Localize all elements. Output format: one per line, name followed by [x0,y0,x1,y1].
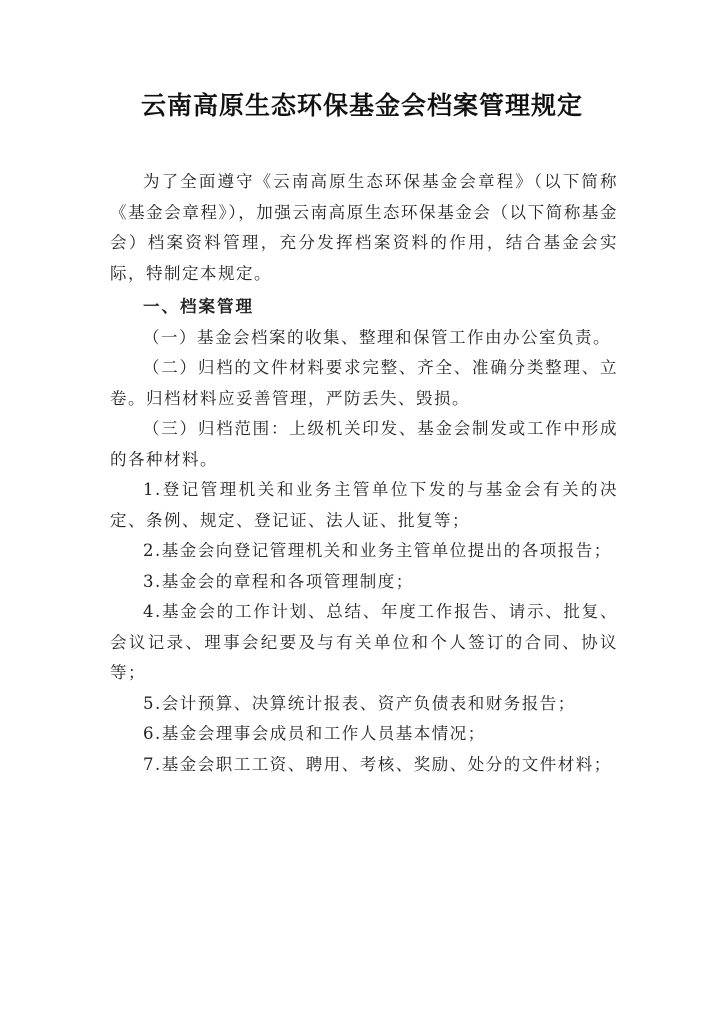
section-heading: 一、档案管理 [143,297,254,316]
clause-1: （一）基金会档案的收集、整理和保管工作由办公室负责。 [143,327,611,347]
document-body [110,167,618,780]
document-title: 云南高原生态环保基金会档案管理规定 [140,91,583,120]
clause-3: （三）归档范围：上级机关印发、基金会制发或工作中形成的各种材料。 [110,419,618,469]
list-item-4: 4.基金会的工作计划、总结、年度工作报告、请示、批复、会议记录、理事会纪要及与有关单位和个人签订的合同、协议等； [110,602,618,682]
list-item-2: 2.基金会向登记管理机关和业务主管单位提出的各项报告； [143,541,612,560]
list-item-1: 1.登记管理机关和业务主管单位下发的与基金会有关的决定、条例、规定、登记证、法人证、批复等； [110,480,618,530]
list-item-7: 7.基金会职工工资、聘用、考核、奖励、处分的文件材料； [143,754,612,774]
list-item-5: 5.会计预算、决算统计报表、资产负债表和财务报告； [143,693,576,713]
intro-paragraph: 为了全面遵守《云南高原生态环保基金会章程》（以下简称《基金会章程》），加强云南高原生态环保基金会（以下简称基金会）档案资料管理，充分发挥档案资料的作用，结合基金会实际，特制定本规定。 [110,172,618,283]
list-item-6: 6.基金会理事会成员和工作人员基本情况； [143,724,486,743]
list-item-3: 3.基金会的章程和各项管理制度； [143,571,414,591]
clause-2: （二）归档的文件材料要求完整、齐全、准确分类整理、立卷。归档材料应妥善管理，严防丢失、毁损。 [110,358,618,408]
